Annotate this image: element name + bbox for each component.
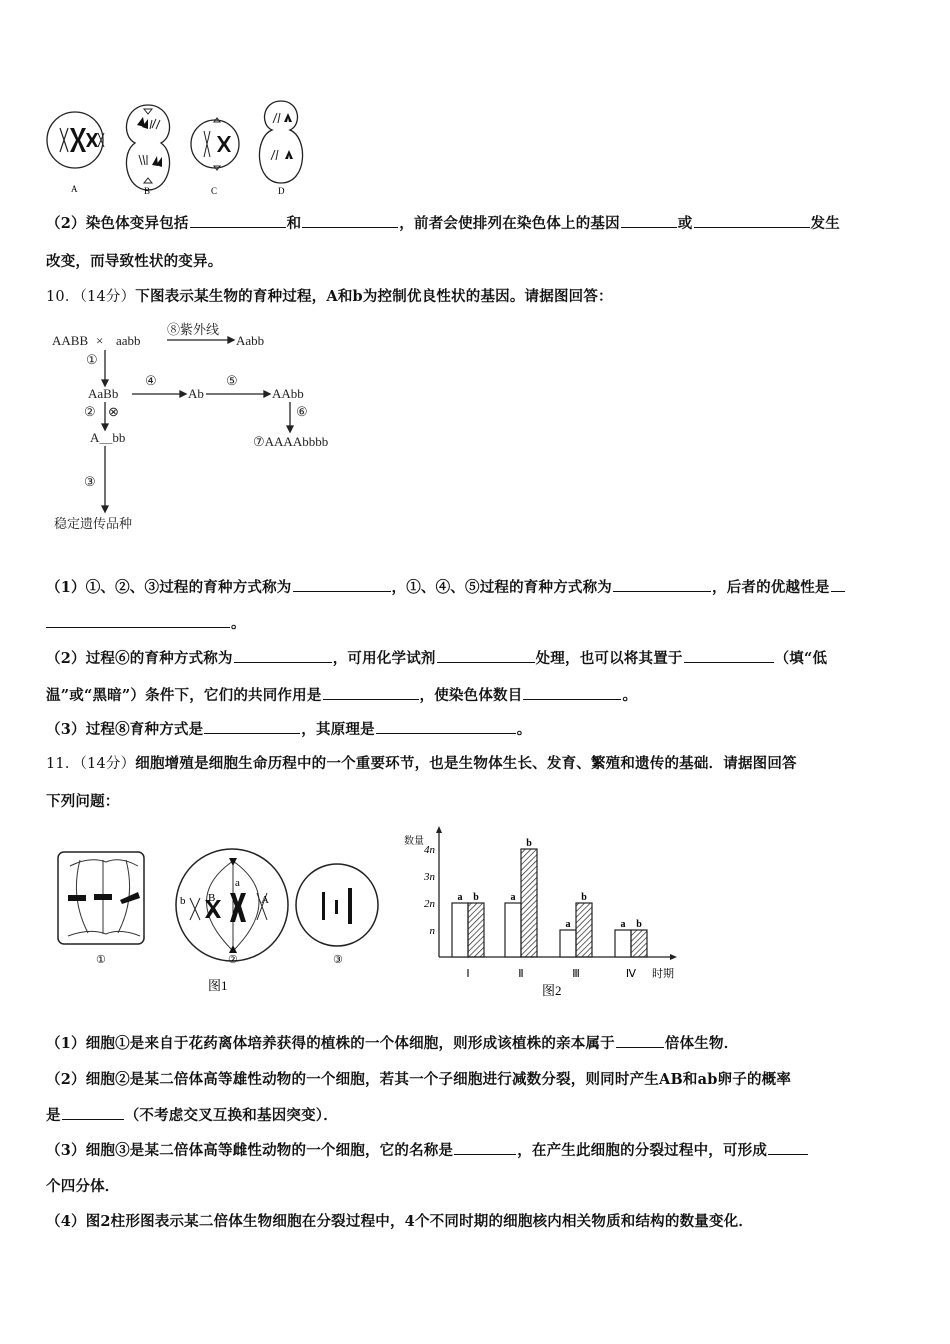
bar-label: a <box>457 892 463 903</box>
q11-sub2-line2 <box>46 1104 338 1125</box>
text: ，使染色体数目 <box>419 687 523 704</box>
y-tick: 3n <box>424 871 435 883</box>
text: 发生 <box>810 215 840 232</box>
stable-variety: 稳定遗传品种 <box>54 516 133 531</box>
bar-label: b <box>636 919 642 930</box>
answer-blank[interactable] <box>234 648 332 663</box>
figure-2-caption: 图2 <box>542 983 562 998</box>
x-tick: Ⅲ <box>572 968 580 980</box>
question-stem: 细胞增殖是细胞生命历程中的一个重要环节，也是生物体生长、发育、繁殖和遗传的基础．请据图回答 <box>135 755 797 772</box>
answer-blank[interactable] <box>621 213 677 228</box>
step-4: ④ <box>145 373 157 388</box>
text: ，可用化学试剂 <box>332 650 436 667</box>
parent-aabb: AABB <box>52 333 89 348</box>
q10-sub1-line1 <box>46 576 846 597</box>
bar-label: b <box>526 838 532 849</box>
text: （1）①、②、③过程的育种方式称为 <box>46 579 292 596</box>
gene-label-a-upper: A <box>261 894 269 906</box>
bar-iv-a <box>615 930 631 957</box>
bar-label: a <box>620 919 626 930</box>
bar-iii-b <box>576 903 592 957</box>
q11-sub3-line2: 个四分体． <box>46 1178 120 1195</box>
bar-i-b <box>468 903 484 957</box>
bar-ii-b <box>521 849 537 957</box>
text: （3）细胞③是某二倍体高等雌性动物的一个细胞，它的名称是 <box>46 1142 454 1159</box>
text: 卵子的概率 <box>717 1071 792 1088</box>
step-2: ② <box>84 404 96 419</box>
step-6: ⑥ <box>296 404 308 419</box>
answer-blank[interactable] <box>616 1033 664 1048</box>
step-3: ③ <box>84 474 96 489</box>
q11-sub3-line1 <box>46 1139 809 1160</box>
answer-blank[interactable] <box>376 719 516 734</box>
cell-label-d: D <box>278 186 285 196</box>
gene-label-b-lower: b <box>180 895 186 907</box>
figure-2-svg <box>390 820 700 1000</box>
q11-sub2-line1 <box>46 1068 791 1089</box>
text: （2）过程⑥的育种方式称为 <box>46 650 233 667</box>
cell-label-b: B <box>144 186 151 196</box>
text: 和 <box>286 215 302 232</box>
text: （不考虑交叉互换和基因突变）． <box>124 1107 338 1124</box>
y-tick: n <box>429 925 435 937</box>
question-number: 10． <box>46 289 80 305</box>
answer-blank[interactable] <box>323 685 419 700</box>
q11-stem-line2: 下列问题： <box>46 793 120 810</box>
q10-sub2-line2 <box>46 684 637 705</box>
breeding-flowchart <box>50 318 350 540</box>
text: ，前者会使排列在染色体上的基因 <box>399 215 620 232</box>
text: （2）细胞②是某二倍体高等雄性动物的一个细胞，若其一个子细胞进行减数分裂，则同时产生 <box>46 1071 659 1088</box>
text: （3）过程⑧育种方式是 <box>46 721 204 738</box>
answer-blank[interactable] <box>62 1105 124 1120</box>
uv-result: Aabb <box>236 333 265 348</box>
question-number: 11． <box>46 756 80 772</box>
q10-sub3 <box>46 718 532 739</box>
tetraploid: ⑦AAAAbbbb <box>253 434 329 449</box>
gene-label-b-upper: B <box>208 892 216 904</box>
q10-sub1-line2 <box>46 612 246 633</box>
answer-blank[interactable] <box>46 613 230 628</box>
text: 。 <box>231 615 246 632</box>
f1-aabb: AaBb <box>88 386 119 401</box>
x-tick: Ⅱ <box>518 968 524 980</box>
breeding-flowchart-svg <box>50 318 350 540</box>
answer-blank[interactable] <box>204 719 300 734</box>
answer-blank[interactable] <box>684 648 774 663</box>
figure-1-svg <box>50 838 380 1000</box>
q11-sub4: （4）图2柱形图表示某二倍体生物细胞在分裂过程中，4个不同时期的细胞核内相关物质和结构的数量变化． <box>46 1213 754 1230</box>
answer-blank[interactable] <box>694 213 810 228</box>
text: 或 <box>677 215 693 232</box>
cell-label-2: ② <box>228 954 238 966</box>
bar-label: a <box>510 892 516 903</box>
answer-blank[interactable] <box>190 213 286 228</box>
selfing-symbol: ⊗ <box>108 404 119 419</box>
text: （2）染色体变异包括 <box>46 215 189 232</box>
answer-blank[interactable] <box>437 648 535 663</box>
chromosome-cells-figure <box>40 95 320 200</box>
q9-sub2-line1 <box>46 212 840 233</box>
cell-label-3: ③ <box>333 954 343 966</box>
text: 处理，也可以将其置于 <box>535 650 683 667</box>
question-score: （14分） <box>79 289 136 305</box>
step-5: ⑤ <box>226 373 238 388</box>
answer-blank[interactable] <box>302 213 398 228</box>
x-tick: Ⅳ <box>625 968 637 980</box>
bar-i-a <box>452 903 468 957</box>
bar-iii-a <box>560 930 576 957</box>
answer-blank[interactable] <box>831 577 845 592</box>
f2-a-bb: A＿bb <box>90 430 126 445</box>
cell-division-diagrams <box>40 95 320 200</box>
gene-label-a-lower: a <box>235 877 240 889</box>
y-tick: 4n <box>424 844 435 856</box>
q11-stem-line1 <box>46 752 797 773</box>
text: ，①、④、⑤过程的育种方式称为 <box>391 579 612 596</box>
text: 。 <box>516 721 532 738</box>
step-1: ① <box>86 352 98 367</box>
cross-sign: × <box>96 333 104 348</box>
bar-iv-b <box>631 930 647 957</box>
figure-1-cells <box>50 838 380 1000</box>
x-tick: Ⅰ <box>466 968 470 980</box>
text: 倍体生物． <box>664 1035 739 1052</box>
text: 是 <box>46 1107 61 1124</box>
bar-ii-a <box>505 903 521 957</box>
parent-aabb-recessive: aabb <box>116 333 141 348</box>
answer-blank[interactable] <box>523 685 621 700</box>
bar-label: a <box>565 919 571 930</box>
q10-stem <box>46 285 613 306</box>
answer-blank[interactable] <box>293 577 391 592</box>
text: ，在产生此细胞的分裂过程中，可形成 <box>517 1142 768 1159</box>
cell-label-a: A <box>71 184 78 194</box>
q10-sub2-line1 <box>46 647 827 668</box>
bar-label: b <box>473 892 479 903</box>
text: （填“低 <box>774 650 828 667</box>
dh-aabb: AAbb <box>272 386 304 401</box>
text: 和 <box>682 1071 698 1088</box>
bar-label: b <box>581 892 587 903</box>
y-axis-label: 数量 <box>404 836 424 847</box>
figure-1-caption: 图1 <box>208 978 228 993</box>
cell-label-1: ① <box>96 954 106 966</box>
text: 温”或“黑暗”）条件下，它们的共同作用是 <box>46 687 322 704</box>
answer-blank[interactable] <box>768 1140 808 1155</box>
y-tick: 2n <box>424 898 435 910</box>
text: ，其原理是 <box>301 721 375 738</box>
genotype-ab: AB <box>659 1071 683 1088</box>
question-stem: 下图表示某生物的育种过程，A和b为控制优良性状的基因。请据图回答： <box>135 288 613 305</box>
text: ，后者的优越性是 <box>712 579 830 596</box>
question-score: （14分） <box>79 756 136 772</box>
genotype-ab-lower: ab <box>697 1071 718 1088</box>
q9-sub2-line2: 改变，而导致性状的变异。 <box>46 253 223 270</box>
uv-label: ⑧紫外线 <box>167 322 220 337</box>
x-axis-label: 时期 <box>652 968 674 980</box>
figure-2-bar-chart <box>390 820 700 1000</box>
answer-blank[interactable] <box>613 577 711 592</box>
text: 。 <box>622 687 638 704</box>
q11-sub1 <box>46 1032 738 1053</box>
text: （1）细胞①是来自于花药离体培养获得的植株的一个体细胞，则形成该植株的亲本属于 <box>46 1035 615 1052</box>
answer-blank[interactable] <box>454 1140 516 1155</box>
cell-label-c: C <box>211 186 218 196</box>
haploid-ab: Ab <box>188 386 204 401</box>
